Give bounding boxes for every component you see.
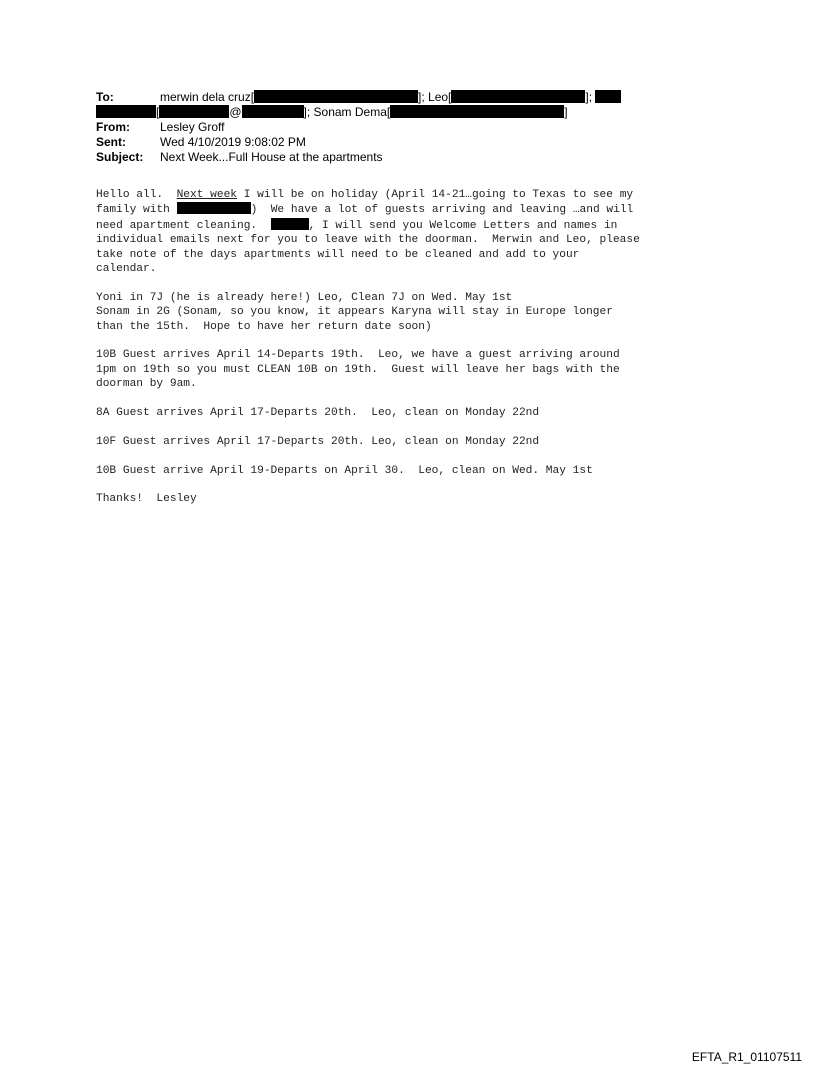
from-row xyxy=(96,120,656,135)
to-recipient-1: merwin dela cruz[ xyxy=(160,90,255,104)
to-value xyxy=(160,90,621,105)
subject-row xyxy=(96,150,656,165)
sent-label: Sent: xyxy=(96,135,126,149)
sent-value: Wed 4/10/2019 9:08:02 PM xyxy=(160,135,306,149)
paragraph-guest-10b-second: 10B Guest arrive April 19-Departs on April 30. Leo, clean on Wed. May 1st xyxy=(96,464,593,477)
redaction-bar xyxy=(451,90,585,103)
to-label: To: xyxy=(96,90,114,104)
paragraph-signoff: Thanks! Lesley xyxy=(96,493,197,506)
to-separator: ]; Sonam Dema[ xyxy=(303,105,391,119)
redaction-bar xyxy=(390,105,564,118)
to-bracket: [ xyxy=(156,105,160,119)
redaction-bar xyxy=(96,105,156,118)
paragraph-guest-10f: 10F Guest arrives April 17-Departs 20th. Leo, clean on Monday 22nd xyxy=(96,435,540,448)
body-text: I will be on holiday (April 14-21…going to Texas to see my xyxy=(237,189,634,201)
redaction-bar xyxy=(595,90,621,103)
redaction-bar xyxy=(242,105,304,118)
redaction-bar xyxy=(271,218,309,230)
body-text: family with xyxy=(96,204,177,217)
to-at: @ xyxy=(229,105,242,119)
from-value: Lesley Groff xyxy=(160,120,225,134)
to-separator: ]; xyxy=(585,90,593,104)
subject-label: Subject: xyxy=(96,150,144,164)
underlined-text: Next week xyxy=(176,189,238,201)
paragraph-guest-10b: 10B Guest arrives April 14-Departs 19th. Leo, we have a guest arriving around 1pm on 19th so you must CLEAN 10B on 19th. Guest will leave her bags with the doorman by 9am. xyxy=(96,349,620,391)
document-id: EFTA_R1_01107511 xyxy=(691,1050,802,1064)
paragraph-current-guests: Yoni in 7J (he is already here!) Leo, Clean 7J on Wed. May 1st Sonam in 2G (Sonam, so you know, it appears Karyna will stay in Europe longer than the 15th. Hope to have her return date soon) xyxy=(96,291,613,333)
paragraph-guest-8a: 8A Guest arrives April 17-Departs 20th. Leo, clean on Monday 22nd xyxy=(96,407,540,420)
from-label: From: xyxy=(96,120,130,134)
paragraph-intro xyxy=(96,188,736,276)
body-text: need apartment cleaning. xyxy=(96,219,271,232)
subject-value: Next Week...Full House at the apartments xyxy=(160,150,383,164)
redaction-bar xyxy=(159,105,229,118)
to-continuation xyxy=(96,105,568,120)
to-row xyxy=(96,90,656,105)
email-body xyxy=(96,188,736,521)
body-text: individual emails next for you to leave with the doorman. Merwin and Leo, please xyxy=(96,234,640,247)
to-row-continued xyxy=(96,105,656,120)
redaction-bar xyxy=(254,90,418,103)
body-text: ) We have a lot of guests arriving and leaving …and will xyxy=(250,204,634,217)
to-separator: ]; Leo[ xyxy=(418,90,452,104)
sent-row xyxy=(96,135,656,150)
body-text: take note of the days apartments will need to be cleaned and add to your xyxy=(96,248,580,261)
body-text: calendar. xyxy=(96,263,157,276)
email-header xyxy=(96,90,656,165)
to-end-bracket: ] xyxy=(564,105,568,119)
body-text: Hello all. xyxy=(96,189,177,201)
body-text: , I will send you Welcome Letters and names in xyxy=(308,219,618,232)
redaction-bar xyxy=(177,202,251,214)
